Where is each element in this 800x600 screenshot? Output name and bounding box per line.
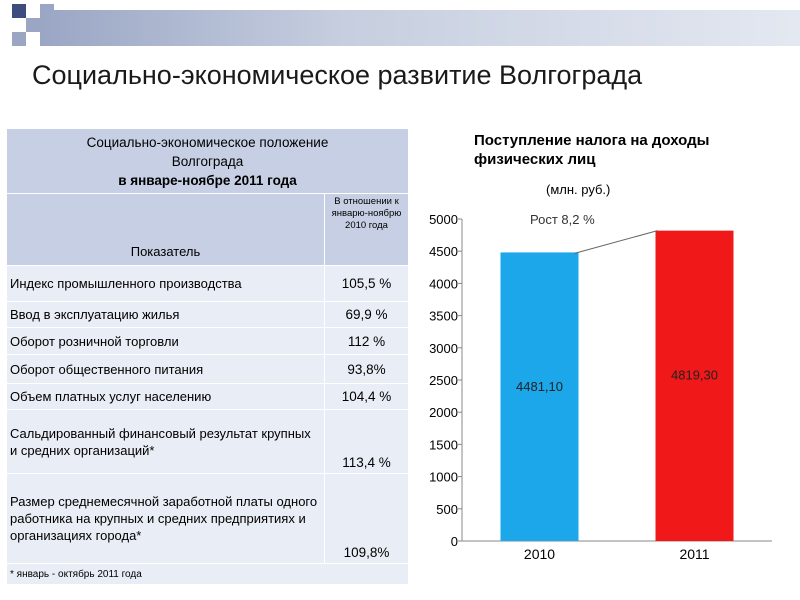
y-tick-label: 3500 [429,308,458,324]
table-title-line: в январе-ноябре 2011 года [118,172,297,188]
row-label: Индекс промышленного производства [7,266,325,302]
row-value: 112 % [325,328,409,355]
y-tick-label: 3000 [429,340,458,356]
row-value: 69,9 % [325,302,409,328]
row-value: 113,4 % [325,410,409,474]
row-value: 109,8% [325,474,409,564]
row-label: Объем платных услуг населению [7,384,325,410]
bar [501,252,579,541]
bar-value-label: 4819,30 [671,367,718,383]
bar [656,231,734,541]
chart-annotation: Рост 8,2 % [530,212,595,227]
x-tick-label: 2011 [679,546,710,562]
y-tick-label: 0 [450,534,458,549]
row-label: Сальдированный финансовый результат крупных и средних организаций* [7,410,325,474]
column-header-relation: В отношении к январю-ноябрю 2010 года [325,194,409,266]
chart-subtitle: (млн. руб.) [546,182,611,197]
row-label: Размер среднемесячной заработной платы одного работника на крупных и средних предприятиях и организациях города* [7,474,325,564]
y-tick-label: 5000 [429,212,458,227]
slide-title: Социально-экономическое развитие Волгограда [32,60,643,90]
y-tick-label: 500 [436,501,458,517]
row-label: Оборот общественного питания [7,355,325,384]
growth-connector [575,231,658,254]
row-label: Оборот розничной торговли [7,328,325,355]
row-value: 104,4 % [325,384,409,410]
y-tick-label: 1000 [429,469,458,485]
x-tick-label: 2010 [523,546,556,562]
row-value: 93,8% [325,355,409,384]
row-label: Ввод в эксплуатацию жилья [7,302,325,328]
y-tick-label: 2500 [429,373,458,388]
row-value: 105,5 % [325,266,409,302]
table-footnote: * январь - октябрь 2011 года [7,564,409,585]
chart-title: Поступление налога на доходы физических лиц [474,132,710,168]
y-tick-label: 1500 [429,437,458,453]
table-title-line: Волгограда [171,153,244,169]
table-title-line: Социально-экономическое положение [86,134,329,150]
y-tick-label: 2000 [429,405,458,421]
column-header-indicator: Показатель [7,194,325,266]
bar-value-label: 4481,10 [516,378,563,394]
y-tick-label: 4500 [429,244,458,260]
y-tick-label: 4000 [429,276,458,292]
